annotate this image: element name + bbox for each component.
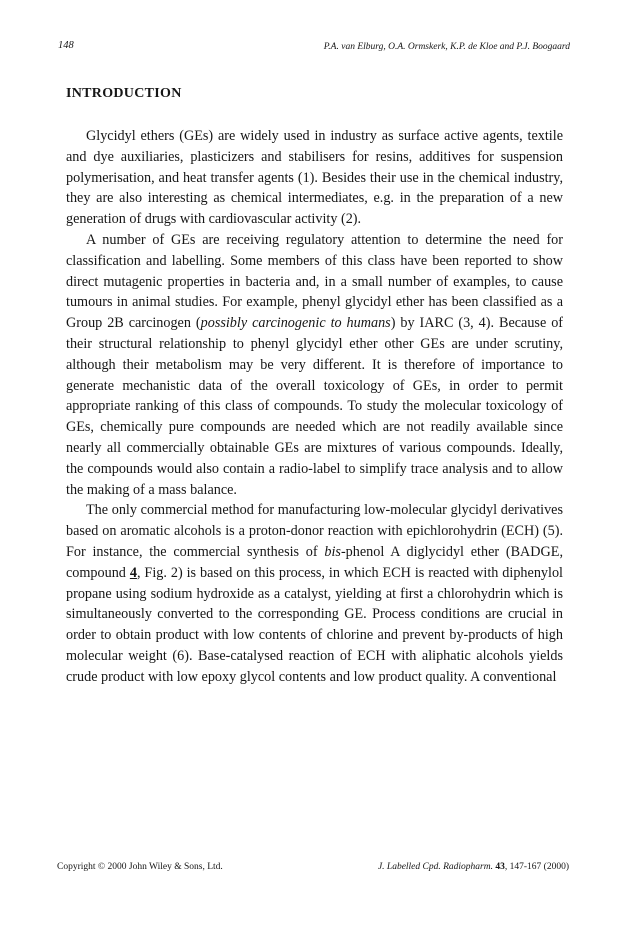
section-title: INTRODUCTION [66,86,182,101]
paragraph-3 [66,500,563,687]
paragraph-1 [66,126,563,230]
paragraph-3-text-c: , Fig. 2) is based on this process, in which ECH is reacted with diphenylol propane using sodium hydroxide as a catalyst, yielding at first a chlorohydrin which is simultaneously converted to the corresponding GE. Process conditions are crucial in order to obtain product with low contents of chlorine and prevent by-products of high molecular weight (6). Base-catalysed reaction of ECH with aliphatic alcohols yields crude product with low epoxy glycol contents and low product quality. A conventional [66,564,563,685]
footer-journal: J. Labelled Cpd. Radiopharm. [377,862,493,872]
running-head-authors: P.A. van Elburg, O.A. Ormskerk, K.P. de Kloe and P.J. Boogaard [323,42,570,52]
footer-citation [378,862,569,872]
paragraph-1-text: Glycidyl ethers (GEs) are widely used in industry as surface active agents, textile and dye auxiliaries, plasticizers and stabilisers for resins, additives for suspension polymerisation, and heat transfer agents (1). Besides their use in the chemical industry, they are also interesting as chemical intermediates, e.g. in the preparation of a new generation of drugs with cardiovascular activity (2). [66,128,563,228]
body-text [66,126,563,688]
footer-copyright: Copyright © 2000 John Wiley & Sons, Ltd. [57,862,223,872]
paragraph-3-text-b: -phenol A diglycidyl ether (BADGE, compound [66,543,563,581]
paragraph-2-italic: possibly carcinogenic to humans [200,315,391,332]
page-number: 148 [58,40,74,51]
footer-volume: 43 [495,862,505,872]
paragraph-2-text-a: A number of GEs are receiving regulatory attention to determine the need for classification and labelling. Some members of this class have been reported to show direct mutagenic properties in bacteria and, in a small number of examples, to cause tumours in animal studies. For example, phenyl glycidyl ether has been classified as a Group 2B carcinogen ( [66,231,563,332]
paragraph-2 [66,230,563,500]
footer-pages: , 147-167 (2000) [504,862,569,872]
paragraph-2-text-b: ) by IARC (3, 4). Because of their structural relationship to phenyl glycidyl ether other GEs are under scrutiny, although their metabolism may be very different. It is therefore of importance to generate mechanistic data of the overall toxicology of GEs, in order to permit appropriate ranking of this class of compounds. To study the molecular toxicology of GEs, chemically pure compounds are needed which are not readily available since nearly all commercially obtainable GEs are mixtures of various compounds. Ideally, the compounds would also contain a radio-label to simplify trace analysis and to allow the making of a mass balance. [66,315,564,498]
paragraph-3-italic-bis: bis [324,543,341,560]
compound-reference: 4 [129,564,137,581]
paragraph-3-text-a: The only commercial method for manufacturing low-molecular glycidyl derivatives based on aromatic alcohols is a proton-donor reaction with epichlorohydrin (ECH) (5). For instance, the commercial synthesis of [66,502,563,560]
